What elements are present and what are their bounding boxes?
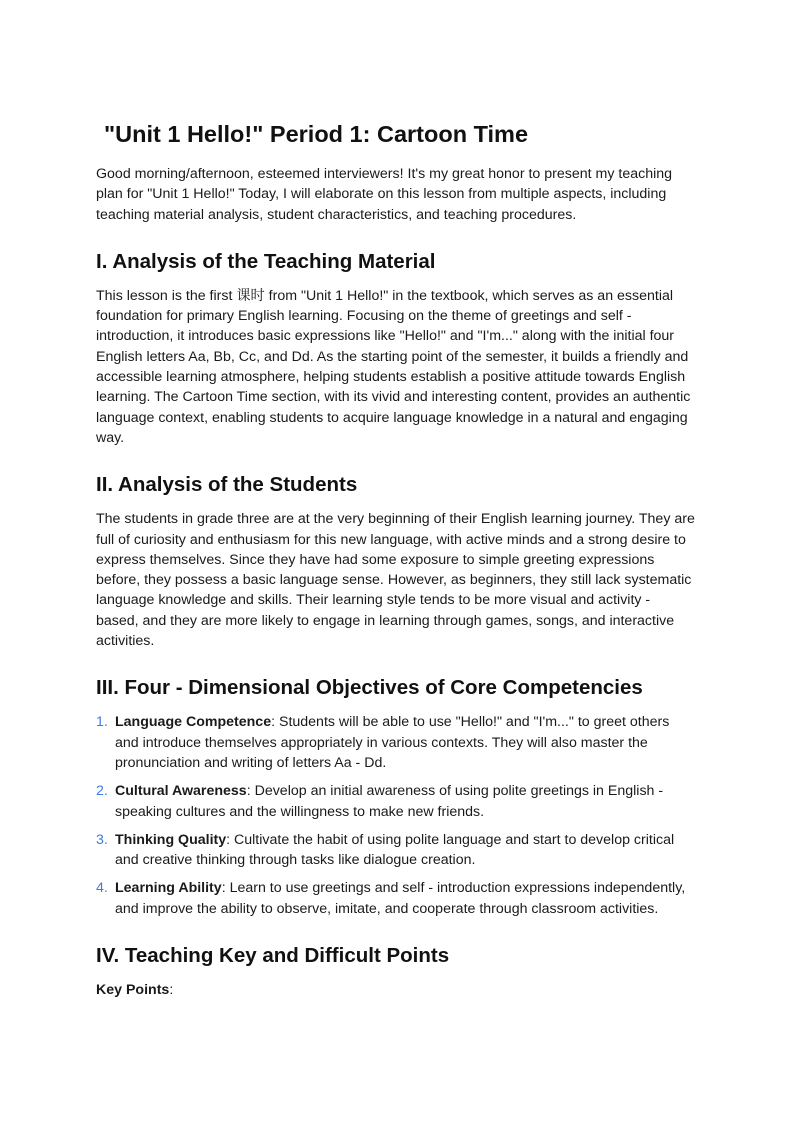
objective-term: Language Competence (115, 714, 272, 731)
objective-term: Thinking Quality (115, 831, 227, 848)
list-number: 4. (96, 880, 108, 897)
list-item (96, 781, 696, 822)
section-heading-key-points: IV. Teaching Key and Difficult Points (96, 944, 450, 968)
key-points-colon: : (169, 982, 174, 999)
list-item (96, 830, 696, 871)
list-item (96, 712, 696, 773)
objective-text: : Learn to use greetings and self - introduction expressions independently, and improve the ability to observe, imitate, and cooperate through classroom activities. (115, 880, 686, 917)
list-number: 2. (96, 783, 108, 800)
section-heading-material: I. Analysis of the Teaching Material (96, 249, 436, 273)
document-title: "Unit 1 Hello!" Period 1: Cartoon Time (104, 121, 529, 147)
list-item (96, 878, 696, 919)
objective-text: : Cultivate the habit of using polite language and start to develop critical and creative thinking through tasks like dialogue creation. (115, 831, 675, 869)
objective-text: : Develop an initial awareness of using polite greetings in English - speaking cultures and the willingness to make new friends. (115, 783, 664, 820)
intro-paragraph: Good morning/afternoon, esteemed interviewers! It's my great honor to present my teaching plan for "Unit 1 Hello!" Today, I will elaborate on this lesson from multiple aspects, including teaching material analysis, student characteristics, and teaching procedures. (96, 166, 673, 223)
objectives-list (96, 712, 696, 919)
section-heading-objectives: III. Four - Dimensional Objectives of Core Competencies (96, 676, 643, 700)
list-number: 1. (96, 714, 108, 731)
objective-term: Cultural Awareness (115, 783, 247, 800)
objective-text: : Students will be able to use "Hello!" and "I'm..." to greet others and introduce themselves appropriately in various contexts. They will also master the pronunciation and writing of letters Aa - Dd. (115, 714, 670, 771)
list-number: 3. (96, 831, 108, 848)
document-page (96, 118, 696, 1000)
section-body-material: This lesson is the first 课时 from "Unit 1 Hello!" in the textbook, which serves as an essential foundation for primary English learning. Focusing on the theme of greetings and self - introduction, it introduces basic expressions like "Hello!" and "I'm..." along with the initial four English letters Aa, Bb, Cc, and Dd. As the starting point of the semester, it builds a friendly and accessible learning atmosphere, helping students establish a positive attitude towards English learning. The Cartoon Time section, with its vivid and interesting content, provides an authentic language context, enabling students to acquire language knowledge in a natural and engaging way. (96, 287, 691, 446)
key-points-line (96, 980, 696, 1000)
objective-term: Learning Ability (115, 880, 222, 897)
key-points-label: Key Points (96, 982, 170, 999)
section-body-students: The students in grade three are at the very beginning of their English learning journey. They are full of curiosity and enthusiasm for this new language, with active minds and a strong desire to express themselves. Since they have had some exposure to simple greeting expressions before, they possess a basic language sense. However, as beginners, they still lack systematic language knowledge and skills. Their learning style tends to be more visual and activity - based, and they are more likely to engage in learning through games, songs, and interactive activities. (96, 511, 695, 650)
section-heading-students: II. Analysis of the Students (96, 473, 358, 497)
